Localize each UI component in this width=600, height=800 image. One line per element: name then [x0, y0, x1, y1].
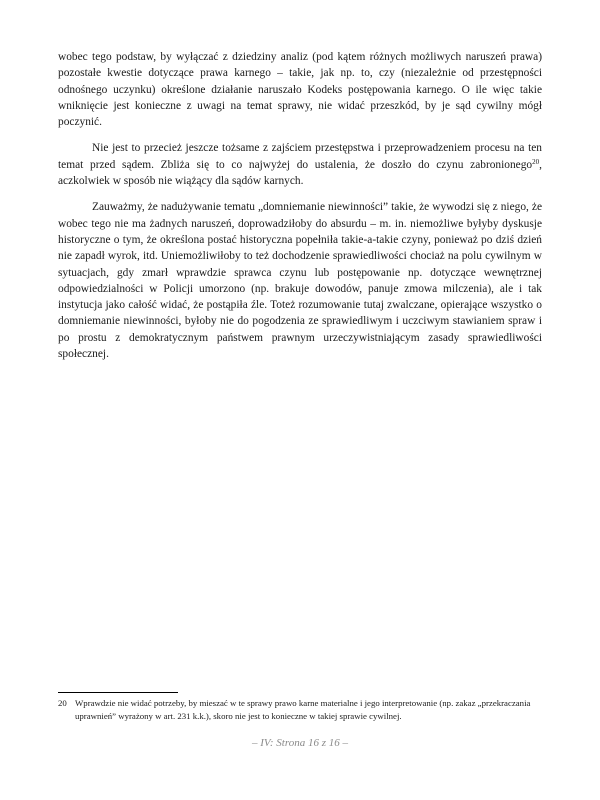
page-footer: – IV: Strona 16 z 16 – — [251, 737, 349, 749]
body-text — [58, 49, 542, 372]
paragraph-2 — [58, 140, 542, 189]
footnote-text: Wprawdzie nie widać potrzeby, by mieszać w te sprawy prawo karne materialne i jego interpretowanie (np. zakaz „przekraczania uprawnień” wyrażony w art. 231 k.k.), skoro nie jest to konieczne w takiej sprawie cywilnej. — [75, 698, 531, 721]
paragraph-2-tail: , aczkolwiek w sposób nie wiążący dla sądów karnych. — [58, 158, 542, 188]
footnote-separator — [58, 692, 178, 693]
footnote — [58, 697, 542, 722]
paragraph-1: wobec tego podstaw, by wyłączać z dziedziny analiz (pod kątem różnych możliwych naruszeń prawa) pozostałe kwestie dotyczące prawa karnego – takie, jak np. to, czy (niezależnie od przestępności odnośnego uczynku) określone działanie naruszało Kodeks postępowania karnego. O ile więc takie wniknięcie jest konieczne z uwagi na temat sprawy, nie widać przeszkód, by je sąd cywilny mógł poczynić. — [58, 51, 542, 129]
paragraph-3: Zauważmy, że nadużywanie tematu „domniemanie niewinności” takie, że wywodzi się z niego, że wobec tego nie ma żadnych naruszeń, doprowadziłoby do absurdu – m. in. niemożliwe byłyby dyskusje historyczne o tym, że określona postać historyczna popełniła takie-a-takie czyny, ponieważ po dziś dzień nie zapadł wyrok, itd. Uniemożliwiłoby to też dochodzenie sprawiedliwości chociaż na polu cywilnym w sytuacjach, gdy zmarł wprawdzie sprawca czynu lub postępowanie np. dotyczące wewnętrznej odpowiedzialności w Policji umorzono (np. brakuje dowodów, panuje zmowa milczenia), ale i tak instytucja jako całość widać, że postąpiła źle. Toteż rozumowanie tutaj zwalczane, opierające wszystko o domniemanie niewinności, byłoby nie do pogodzenia ze sprawiedliwym i uczciwym stawianiem spraw i po prostu z demokratycznym państwem prawnym urzeczywistniającym zasady sprawiedliwości społecznej. — [58, 201, 542, 361]
footnote-reference[interactable]: 20 — [532, 157, 540, 166]
footnote-number: 20 — [58, 698, 67, 708]
paragraph-2-text: Nie jest to przecież jeszcze tożsame z zajściem przestępstwa i przeprowadzeniem procesu na ten temat przed sądem. Zbliża się to co najwyżej do ustalenia, że doszło do czynu zabronionego — [58, 142, 542, 171]
